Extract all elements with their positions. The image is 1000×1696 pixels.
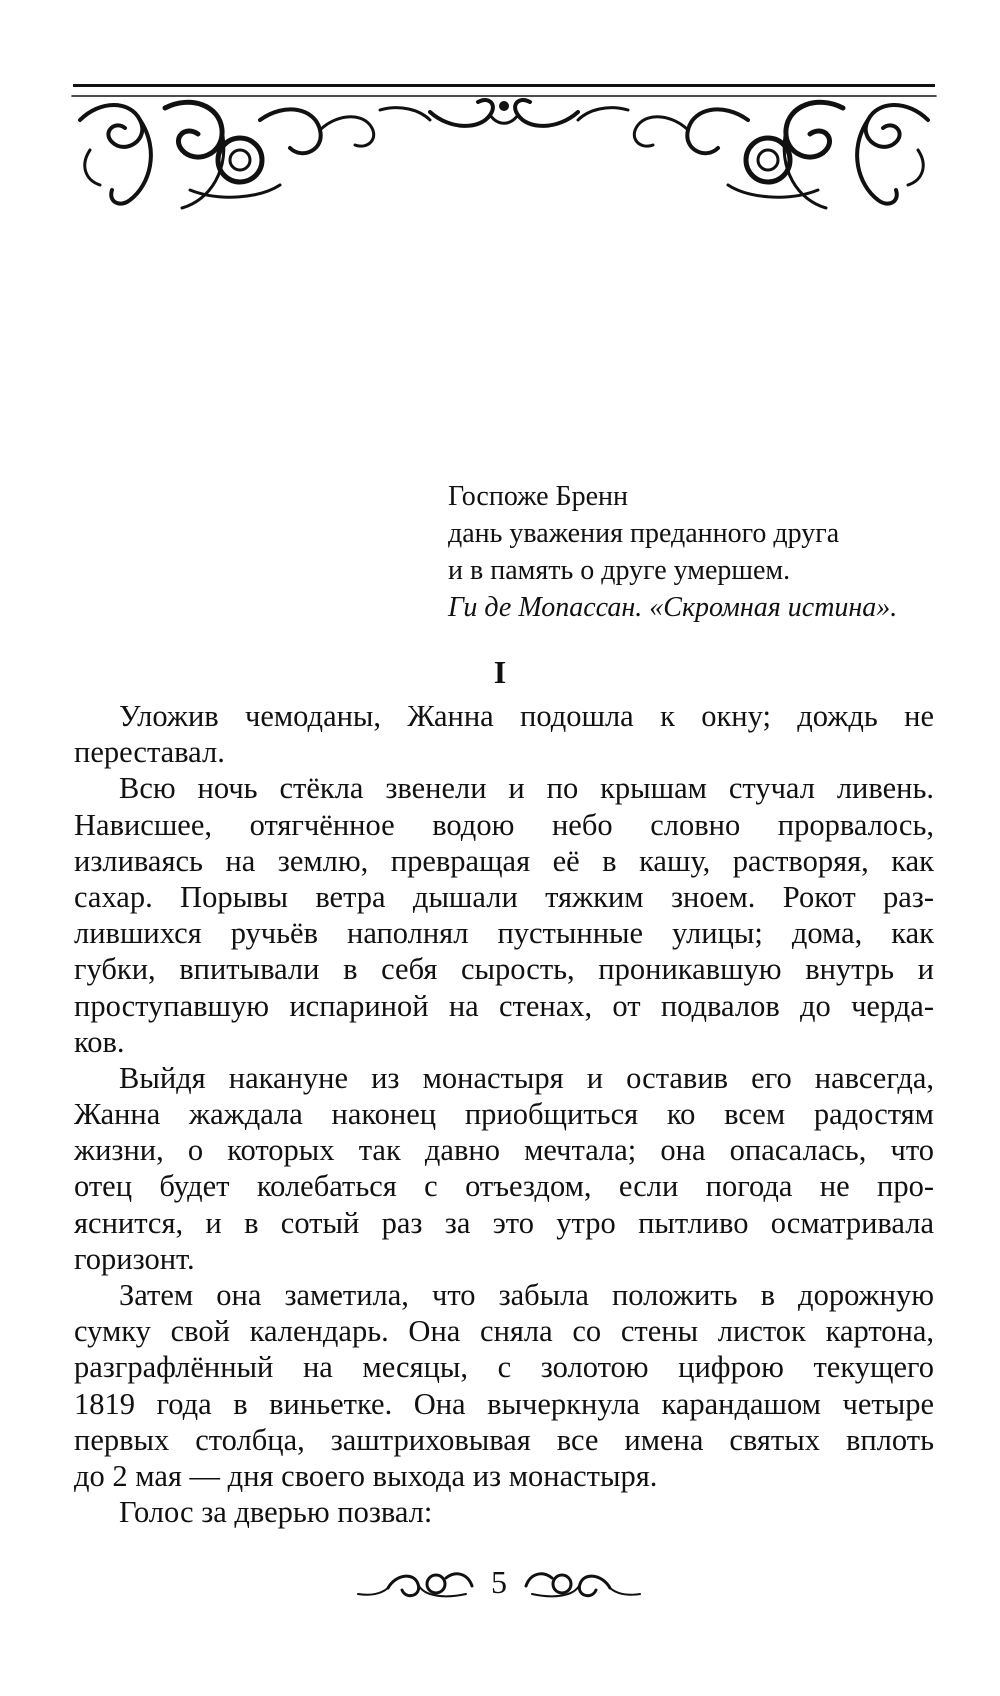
footer-right-ornament-icon [522,1564,642,1604]
text-line: до 2 мая — дня своего выхода из монастыря. [74,1458,658,1493]
text-line: губки, впитывали в себя сырость, проникавшую внутрь и [74,952,934,987]
text-line: горизонт. [74,1241,195,1276]
header-rule [73,84,935,87]
text-line: Выйдя накануне из монастыря и оставив его навсегда, [119,1060,934,1095]
text-line: Нависшее, отягчённое водою небо словно прорвалось, [74,807,934,842]
dedication-signature: Ги де Мопассан. «Скромная истина». [448,592,898,623]
dedication-line: дань уважения преданного друга [448,518,840,549]
text-line: Жанна жаждала наконец приобщиться ко всем радостям [74,1097,934,1132]
text-line: разграфлённый на месяцы, с золотою цифрою текущего [74,1350,934,1385]
text-line: Уложив чемоданы, Жанна подошла к окну; дождь не [119,699,934,733]
dedication-line: и в память о друге умершем. [448,555,791,586]
text-line: переставал. [74,735,225,770]
header-floral-ornament-icon [70,90,938,220]
page-number: 5 [491,1564,507,1600]
dedication-block [448,478,968,626]
text-line: сумку свой календарь. Она сняла со стены листок картона, [74,1314,934,1349]
text-line: Всю ночь стёкла звенели и по крышам стучал ливень. [119,771,934,806]
text-line: лившихся ручьёв наполнял пустынные улицы; дома, как [74,916,934,951]
text-line: жизни, о которых так давно мечтала; она опасалась, что [74,1133,934,1168]
text-line: 1819 года в виньетке. Она вычеркнула карандашом четыре [74,1386,934,1421]
text-line: Затем она заметила, что забыла положить в дорожную [119,1278,934,1312]
text-line: яснится, и в сотый раз за это утро пытливо осматривала [74,1205,934,1240]
text-line: первых столбца, заштриховывая все имена святых вплоть [74,1422,934,1457]
text-line: сахар. Порывы ветра дышали тяжким зноем. Рокот раз- [74,879,934,914]
text-line: Голос за дверью позвал: [119,1495,433,1530]
footer-left-ornament-icon [356,1564,476,1604]
text-line: изливаясь на землю, превращая её в кашу, растворяя, как [74,843,934,878]
body-text [74,698,934,1530]
text-line: ков. [74,1024,125,1059]
dedication-line: Госпоже Бренн [448,481,629,512]
text-line: отец будет колебаться с отъездом, если погода не про- [74,1169,934,1204]
chapter-heading: I [493,654,507,690]
text-line: проступавшую испариной на стенах, от подвалов до черда- [74,988,934,1023]
page-footer [0,1554,1000,1614]
